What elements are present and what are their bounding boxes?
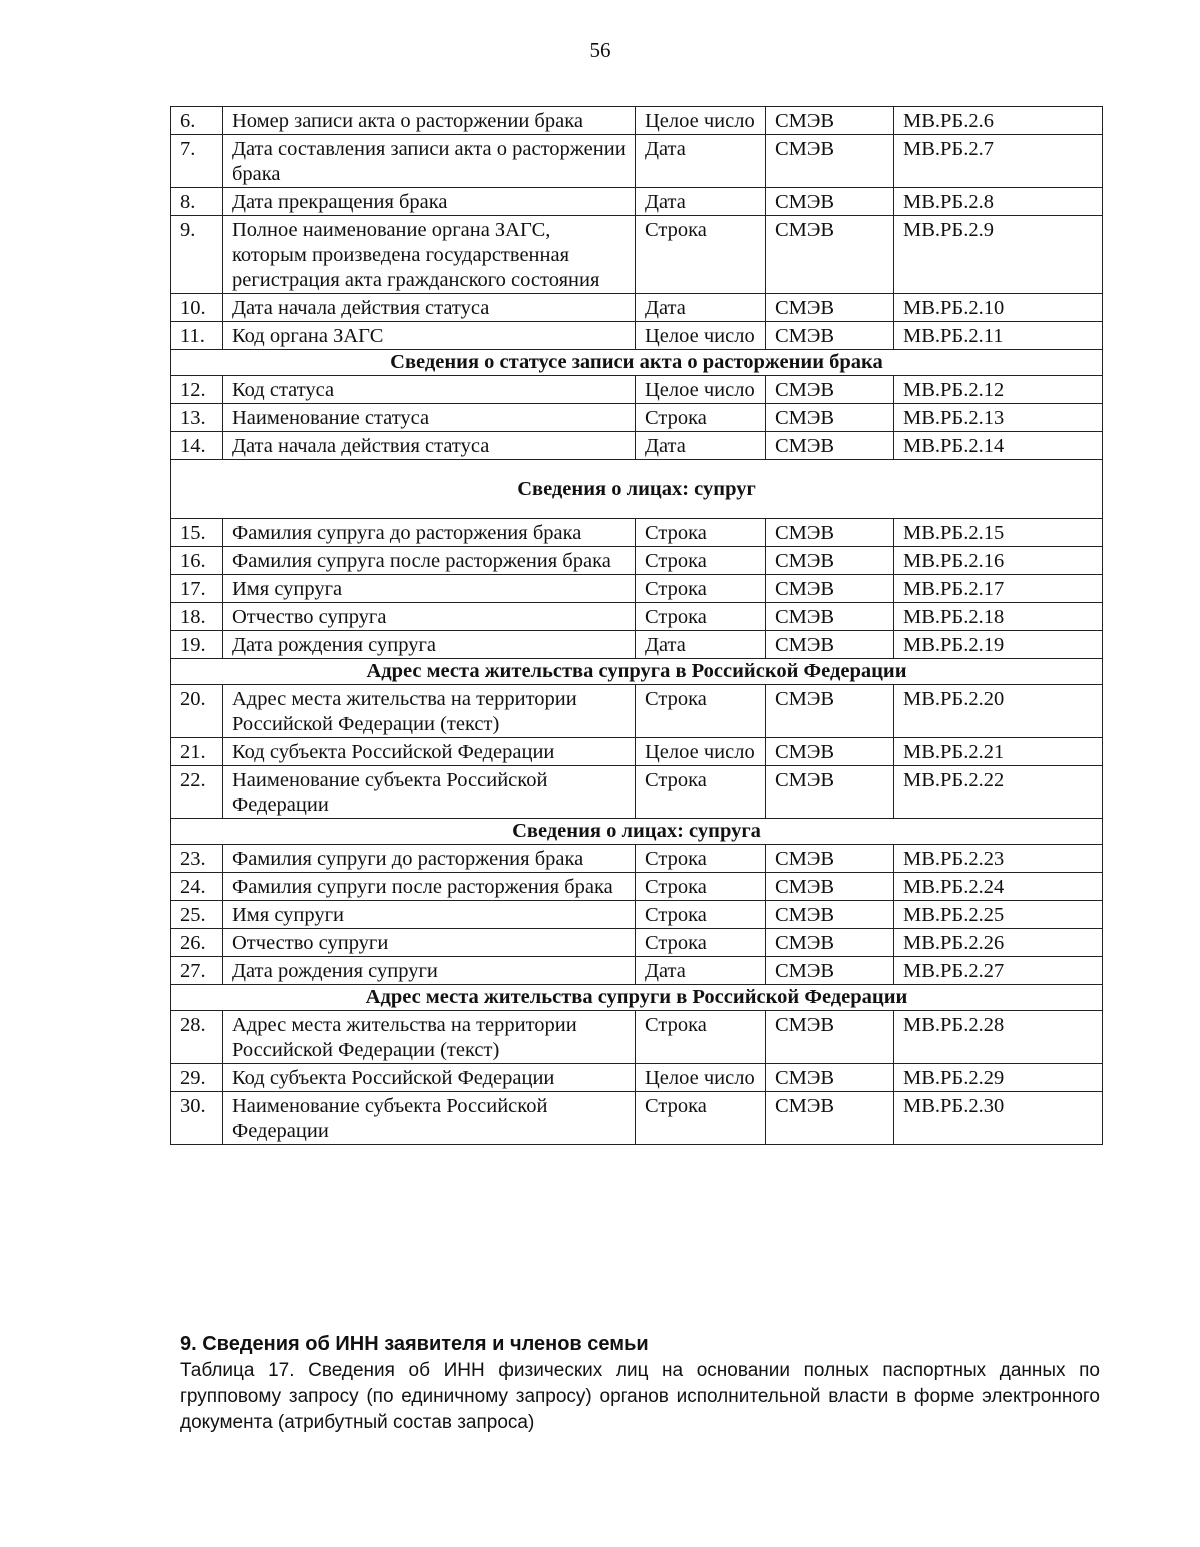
row-name: Код субъекта Российской Федерации (223, 1064, 636, 1092)
row-type: Целое число (636, 376, 766, 404)
section-title: Адрес места жительства супруги в Российской Федерации (171, 985, 1103, 1011)
row-number: 13. (171, 404, 223, 432)
row-code: МВ.РБ.2.20 (894, 685, 1103, 738)
row-code: МВ.РБ.2.17 (894, 575, 1103, 603)
row-number: 17. (171, 575, 223, 603)
row-number: 26. (171, 929, 223, 957)
row-source: СМЭВ (766, 1092, 894, 1145)
row-code: МВ.РБ.2.16 (894, 547, 1103, 575)
table-row (171, 1092, 1103, 1145)
row-number: 15. (171, 519, 223, 547)
row-name: Наименование субъекта Российской Федерации (223, 1092, 636, 1145)
row-number: 19. (171, 631, 223, 659)
table-row (171, 216, 1103, 294)
row-type: Целое число (636, 1064, 766, 1092)
row-code: МВ.РБ.2.28 (894, 1011, 1103, 1064)
row-type: Строка (636, 216, 766, 294)
row-name: Фамилия супруги после расторжения брака (223, 873, 636, 901)
row-name: Имя супруги (223, 901, 636, 929)
row-name: Фамилия супруги до расторжения брака (223, 845, 636, 873)
table-row (171, 107, 1103, 135)
row-code: МВ.РБ.2.19 (894, 631, 1103, 659)
row-source: СМЭВ (766, 547, 894, 575)
row-name: Номер записи акта о расторжении брака (223, 107, 636, 135)
row-code: МВ.РБ.2.15 (894, 519, 1103, 547)
row-number: 7. (171, 135, 223, 188)
row-number: 21. (171, 738, 223, 766)
section-title: Адрес места жительства супруга в Российской Федерации (171, 659, 1103, 685)
row-number: 29. (171, 1064, 223, 1092)
row-name: Наименование статуса (223, 404, 636, 432)
row-name: Дата прекращения брака (223, 188, 636, 216)
row-source: СМЭВ (766, 873, 894, 901)
row-type: Строка (636, 575, 766, 603)
row-name: Дата составления записи акта о расторжении брака (223, 135, 636, 188)
row-type: Дата (636, 432, 766, 460)
table-row (171, 322, 1103, 350)
section-row (171, 985, 1103, 1011)
row-source: СМЭВ (766, 603, 894, 631)
row-source: СМЭВ (766, 901, 894, 929)
row-code: МВ.РБ.2.14 (894, 432, 1103, 460)
row-type: Строка (636, 766, 766, 819)
table-row (171, 738, 1103, 766)
row-number: 6. (171, 107, 223, 135)
row-code: МВ.РБ.2.30 (894, 1092, 1103, 1145)
row-source: СМЭВ (766, 929, 894, 957)
row-type: Дата (636, 135, 766, 188)
row-source: СМЭВ (766, 188, 894, 216)
row-code: МВ.РБ.2.6 (894, 107, 1103, 135)
row-number: 24. (171, 873, 223, 901)
row-name: Дата рождения супруга (223, 631, 636, 659)
table-row (171, 766, 1103, 819)
table-row (171, 873, 1103, 901)
row-number: 18. (171, 603, 223, 631)
row-source: СМЭВ (766, 575, 894, 603)
table-row (171, 547, 1103, 575)
row-number: 8. (171, 188, 223, 216)
table-row (171, 1064, 1103, 1092)
section-heading: 9. Сведения об ИНН заявителя и членов семьи (180, 1333, 649, 1355)
section-title: Сведения о лицах: супруг (171, 460, 1103, 519)
table-row (171, 685, 1103, 738)
row-name: Адрес места жительства на территории Российской Федерации (текст) (223, 685, 636, 738)
table-row (171, 957, 1103, 985)
row-number: 12. (171, 376, 223, 404)
row-name: Фамилия супруга после расторжения брака (223, 547, 636, 575)
table-row (171, 845, 1103, 873)
row-name: Дата начала действия статуса (223, 294, 636, 322)
row-number: 23. (171, 845, 223, 873)
row-code: МВ.РБ.2.23 (894, 845, 1103, 873)
row-code: МВ.РБ.2.26 (894, 929, 1103, 957)
row-source: СМЭВ (766, 1011, 894, 1064)
row-source: СМЭВ (766, 631, 894, 659)
row-type: Строка (636, 929, 766, 957)
table-row (171, 929, 1103, 957)
table-row (171, 376, 1103, 404)
table-row (171, 432, 1103, 460)
row-name: Отчество супруга (223, 603, 636, 631)
row-code: МВ.РБ.2.10 (894, 294, 1103, 322)
row-type: Строка (636, 1011, 766, 1064)
row-type: Целое число (636, 322, 766, 350)
row-source: СМЭВ (766, 107, 894, 135)
row-type: Строка (636, 519, 766, 547)
row-type: Дата (636, 188, 766, 216)
table-row (171, 631, 1103, 659)
row-number: 20. (171, 685, 223, 738)
row-type: Строка (636, 547, 766, 575)
row-source: СМЭВ (766, 685, 894, 738)
row-type: Дата (636, 957, 766, 985)
table-caption: Таблица 17. Сведения об ИНН физических лиц на основании полных паспортных данных по групповому запросу (по единичному запросу) органов исполнительной власти в форме электронного документа (атрибутный состав запроса) (180, 1360, 1100, 1433)
row-source: СМЭВ (766, 216, 894, 294)
row-code: МВ.РБ.2.13 (894, 404, 1103, 432)
section-title: Сведения о лицах: супруга (171, 819, 1103, 845)
row-type: Строка (636, 1092, 766, 1145)
row-code: МВ.РБ.2.7 (894, 135, 1103, 188)
row-type: Дата (636, 294, 766, 322)
row-number: 25. (171, 901, 223, 929)
row-name: Код субъекта Российской Федерации (223, 738, 636, 766)
row-name: Дата начала действия статуса (223, 432, 636, 460)
row-source: СМЭВ (766, 135, 894, 188)
row-code: МВ.РБ.2.9 (894, 216, 1103, 294)
row-number: 30. (171, 1092, 223, 1145)
row-number: 22. (171, 766, 223, 819)
section-title: Сведения о статусе записи акта о расторжении брака (171, 350, 1103, 376)
table-row (171, 188, 1103, 216)
row-type: Строка (636, 404, 766, 432)
section-row (171, 819, 1103, 845)
row-number: 11. (171, 322, 223, 350)
row-name: Код статуса (223, 376, 636, 404)
section-row (171, 659, 1103, 685)
row-type: Строка (636, 685, 766, 738)
row-code: МВ.РБ.2.24 (894, 873, 1103, 901)
table-row (171, 294, 1103, 322)
row-name: Полное наименование органа ЗАГС, которым произведена государственная регистрация акта гражданского состояния (223, 216, 636, 294)
row-code: МВ.РБ.2.22 (894, 766, 1103, 819)
row-source: СМЭВ (766, 519, 894, 547)
row-number: 27. (171, 957, 223, 985)
row-source: СМЭВ (766, 294, 894, 322)
page-number: 56 (589, 38, 611, 62)
attributes-table-body (171, 107, 1103, 1145)
table-row (171, 519, 1103, 547)
row-source: СМЭВ (766, 766, 894, 819)
row-source: СМЭВ (766, 322, 894, 350)
row-type: Строка (636, 845, 766, 873)
row-source: СМЭВ (766, 738, 894, 766)
table-row (171, 404, 1103, 432)
row-code: МВ.РБ.2.25 (894, 901, 1103, 929)
row-source: СМЭВ (766, 957, 894, 985)
row-code: МВ.РБ.2.29 (894, 1064, 1103, 1092)
row-name: Адрес места жительства на территории Российской Федерации (текст) (223, 1011, 636, 1064)
section-row (171, 460, 1103, 519)
row-number: 28. (171, 1011, 223, 1064)
row-name: Код органа ЗАГС (223, 322, 636, 350)
row-code: МВ.РБ.2.11 (894, 322, 1103, 350)
row-type: Целое число (636, 738, 766, 766)
table-row (171, 603, 1103, 631)
row-code: МВ.РБ.2.12 (894, 376, 1103, 404)
row-name: Имя супруга (223, 575, 636, 603)
table-row (171, 575, 1103, 603)
row-name: Дата рождения супруги (223, 957, 636, 985)
row-type: Строка (636, 603, 766, 631)
row-type: Целое число (636, 107, 766, 135)
row-number: 14. (171, 432, 223, 460)
row-code: МВ.РБ.2.27 (894, 957, 1103, 985)
row-name: Отчество супруги (223, 929, 636, 957)
row-code: МВ.РБ.2.21 (894, 738, 1103, 766)
row-type: Строка (636, 901, 766, 929)
table-row (171, 1011, 1103, 1064)
row-name: Фамилия супруга до расторжения брака (223, 519, 636, 547)
attributes-table (170, 106, 1103, 1145)
row-number: 9. (171, 216, 223, 294)
row-source: СМЭВ (766, 404, 894, 432)
row-code: МВ.РБ.2.18 (894, 603, 1103, 631)
row-type: Дата (636, 631, 766, 659)
row-source: СМЭВ (766, 432, 894, 460)
row-source: СМЭВ (766, 1064, 894, 1092)
table-row (171, 135, 1103, 188)
table-row (171, 901, 1103, 929)
row-source: СМЭВ (766, 845, 894, 873)
row-number: 16. (171, 547, 223, 575)
row-name: Наименование субъекта Российской Федерации (223, 766, 636, 819)
row-type: Строка (636, 873, 766, 901)
row-source: СМЭВ (766, 376, 894, 404)
row-number: 10. (171, 294, 223, 322)
row-code: МВ.РБ.2.8 (894, 188, 1103, 216)
section-row (171, 350, 1103, 376)
